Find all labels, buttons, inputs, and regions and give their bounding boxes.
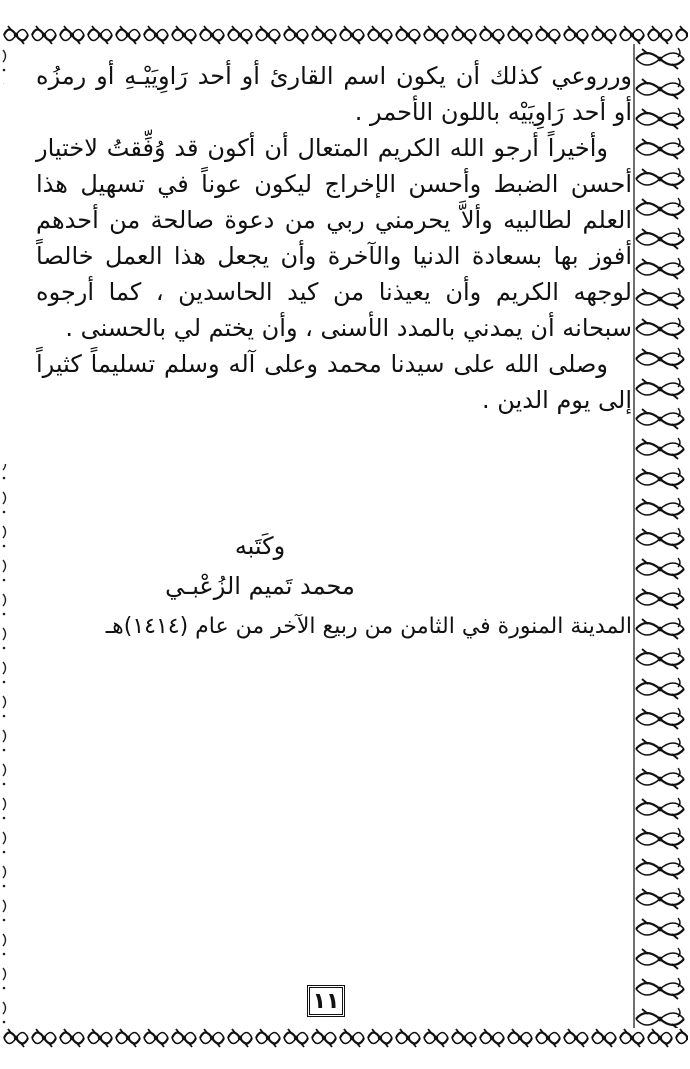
place-date-line: المدينة المنورة في الثامن من ربيع الآخر من عام (١٤١٤)هـ: [105, 614, 632, 639]
body-text: [36, 58, 632, 418]
signature-wrote-label: وكَتَبه: [234, 532, 286, 560]
ornamental-border-bottom: [2, 1024, 688, 1052]
paragraph-3: وصلى الله على سيدنا محمد وعلى آله وسلم تسليماً كثيراً إلى يوم الدين .: [36, 350, 632, 414]
ornamental-border-top: [2, 22, 688, 48]
ornamental-border-left-fragment: [0, 44, 14, 1028]
paragraph-1: ورروعي كذلك أن يكون اسم القارئ أو أحد رَاوِيَيْـهِ أو رمزُه أو أحد رَاوِيَيْه باللون الأحمر .: [36, 62, 632, 126]
ornamental-border-right: [632, 44, 688, 1028]
author-name: محمد تَميم الزُعْبـي: [165, 572, 355, 600]
paragraph-2: وأخيراً أرجو الله الكريم المتعال أن أكون قد وُفِّقتُ لاختيار أحسن الضبط وأحسن الإخراج ليكون عوناً في تسهيل هذا العلم لطالبيه وألاَّ يحرمني ربي من دعوة صالحة من أحدهم أفوز بها بسعادة الدنيا والآخرة وأن يجعل هذا العمل خالصاً لوجهه الكريم وأن يعيذنا من كيد الحاسدين ، كما أرجوه سبحانه أن يمدني بالمدد الأسنى ، وأن يختم لي بالحسنى .: [36, 134, 632, 342]
page-number: ١١: [307, 985, 345, 1017]
